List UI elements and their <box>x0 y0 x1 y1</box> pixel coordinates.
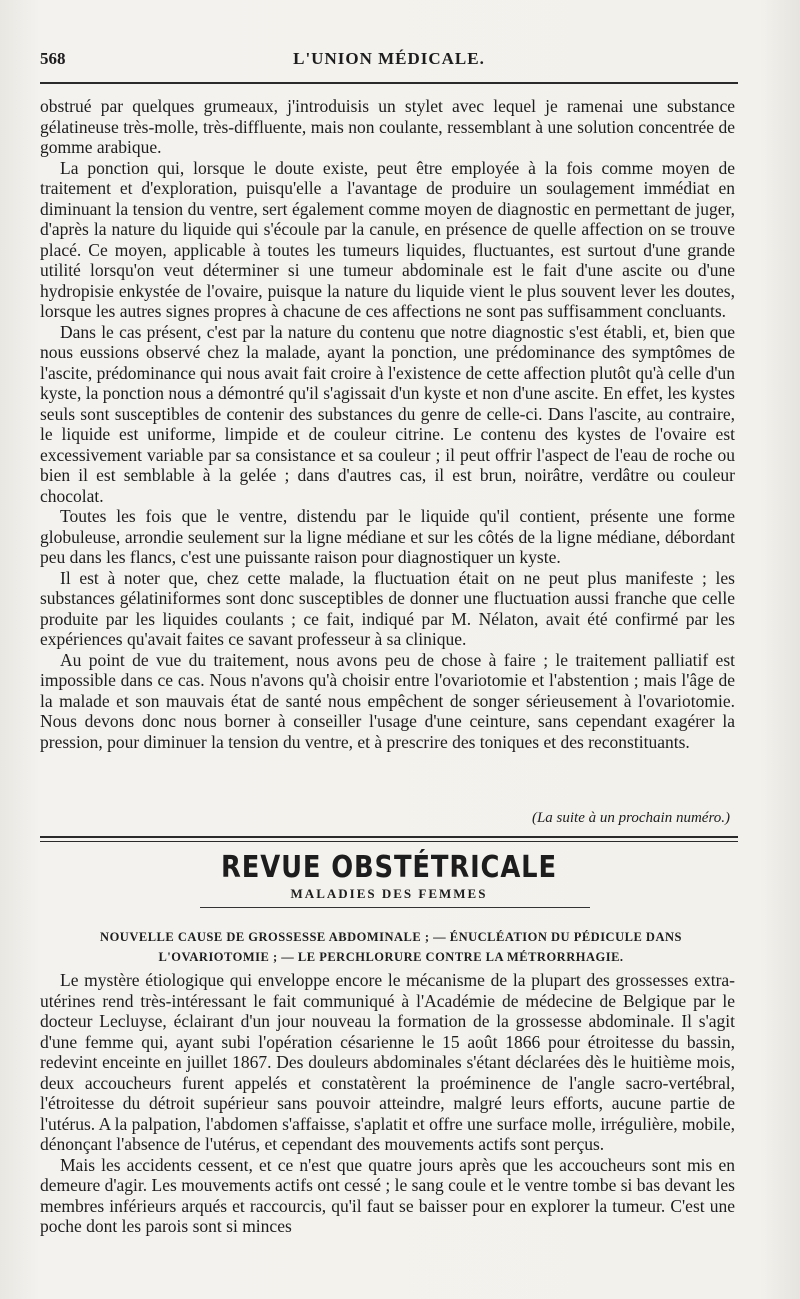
article-heading: NOUVELLE CAUSE DE GROSSESSE ABDOMINALE ; — ÉNUCLÉATION DU PÉDICULE DANS L'OVARIOTOMIE ; — LE PERCHLORURE CONTRE LA MÉTRORRHAGIE. <box>100 930 682 964</box>
paragraph: Dans le cas présent, c'est par la nature du contenu que notre diagnostic s'est établi, et, bien que nous eussions observé chez la malade, ayant la ponction, une prédominance des symptômes de l'ascite, prédominance qui nous avait fait croire à l'existence de cette affection plutôt qu'à celle d'un kyste, la ponction nous a démontré qu'il s'agissait d'un kyste et non d'une ascite. En effet, les kystes seuls sont susceptibles de contenir des substances du genre de celle-ci. Dans l'ascite, au contraire, le liquide est uniforme, limpide et de couleur citrine. Le contenu des kystes de l'ovaire est excessivement variable par sa consistance et sa couleur ; il peut offrir l'aspect de l'eau de roche ou bien il est semblable à la gelée ; dans d'autres cas, il est brun, noirâtre, verdâtre ou couleur chocolat. <box>40 321 735 506</box>
page-number: 568 <box>40 49 66 68</box>
section-subtitle: MALADIES DES FEMMES <box>290 886 488 901</box>
article-one-body <box>40 96 735 752</box>
paragraph: Il est à noter que, chez cette malade, la fluctuation était on ne peut plus manifeste ; les substances gélatiniformes sont donc susceptibles de donner une fluctuation aussi franche que celle produite par les liquides coulants ; ce fait, indiqué par M. Nélaton, avait été confirmé par les expériences qu'avait faites ce savant professeur à sa clinique. <box>40 567 735 649</box>
article-two-body <box>40 970 735 1237</box>
paragraph: Au point de vue du traitement, nous avons peu de chose à faire ; le traitement palliatif est impossible dans ce cas. Nous n'avons qu'à choisir entre l'ovariotomie et l'abstention ; mais l'âge de la malade et son mauvais état de santé nous empêchent de songer sérieusement à l'ovariotomie. Nous devons donc nous borner à conseiller l'usage d'une ceinture, sans cependant exagérer la pression, pour diminuer la tension du ventre, et à prescrire des toniques et des reconstituants. <box>40 649 735 752</box>
section-title: REVUE OBSTÉTRICALE <box>221 850 557 885</box>
section-divider <box>40 836 738 842</box>
paragraph: La ponction qui, lorsque le doute existe, peut être employée à la fois comme moyen de traitement et d'exploration, puisqu'elle a l'avantage de produire un soulagement immédiat en diminuant la tension du ventre, sert également comme moyen de diagnostic en permettant de juger, d'après la nature du liquide qui s'écoule par la canule, en présence de quelle affection on se trouve placé. Ce moyen, applicable à toutes les tumeurs liquides, fluctuantes, est surtout d'une grande utilité lorsqu'on veut déterminer si une tumeur abdominale est le fait d'une ascite ou d'une hydropisie enkystée de l'ovaire, puisque la nature du liquide vient le plus souvent lever les doutes, lorsque les autres signes propres à chacune de ces affections ne sont pas suffisamment concluants. <box>40 157 735 321</box>
journal-title: L'UNION MÉDICALE. <box>293 49 485 68</box>
continuation-note: (La suite à un prochain numéro.) <box>531 810 730 826</box>
paragraph: Toutes les fois que le ventre, distendu par le liquide qu'il contient, présente une forme globuleuse, arrondie seulement sur la ligne médiane et sur les côtés de la ligne médiane, débordant peu dans les flancs, c'est une puissante raison pour diagnostiquer un kyste. <box>40 506 735 567</box>
paragraph: Mais les accidents cessent, et ce n'est que quatre jours après que les accoucheurs sont mis en demeure d'agir. Les mouvements actifs ont cessé ; le sang coule et le ventre tombe si bas devant les membres inférieurs arqués et raccourcis, qu'il faut se baisser pour en explorer la tumeur. C'est une poche dont les parois sont si minces <box>40 1154 735 1236</box>
header-rule <box>40 82 738 84</box>
paragraph: obstrué par quelques grumeaux, j'introduisis un stylet avec lequel je ramenai une substance gélatineuse très-molle, très-diffluente, mais non coulante, ressemblant à une solution concentrée de gomme arabique. <box>40 96 735 157</box>
paragraph: Le mystère étiologique qui enveloppe encore le mécanisme de la plupart des grossesses extra-utérines rend très-intéressant le fait communiqué à l'Académie de médecine de Belgique par le docteur Lecluyse, éclairant d'un jour nouveau la formation de la grossesse abdominale. Il s'agit d'une femme qui, ayant subi l'opération césarienne le 15 août 1866 pour étroitesse du bassin, redevint enceinte en juillet 1867. Des douleurs abdominales s'étant déclarées dès le huitième mois, deux accoucheurs furent appelés et constatèrent la proéminence de l'angle sacro-vertébral, l'étroitesse du détroit supérieur sans pouvoir atteindre, malgré leurs efforts, aucune partie de l'utérus. A la palpation, l'abdomen s'affaisse, s'aplatit et offre une surface molle, irrégulière, mobile, dénonçant l'absence de l'utérus, et cependant des mouvements actifs sont perçus. <box>40 970 735 1154</box>
subtitle-rule <box>200 907 590 908</box>
running-head <box>40 47 738 75</box>
